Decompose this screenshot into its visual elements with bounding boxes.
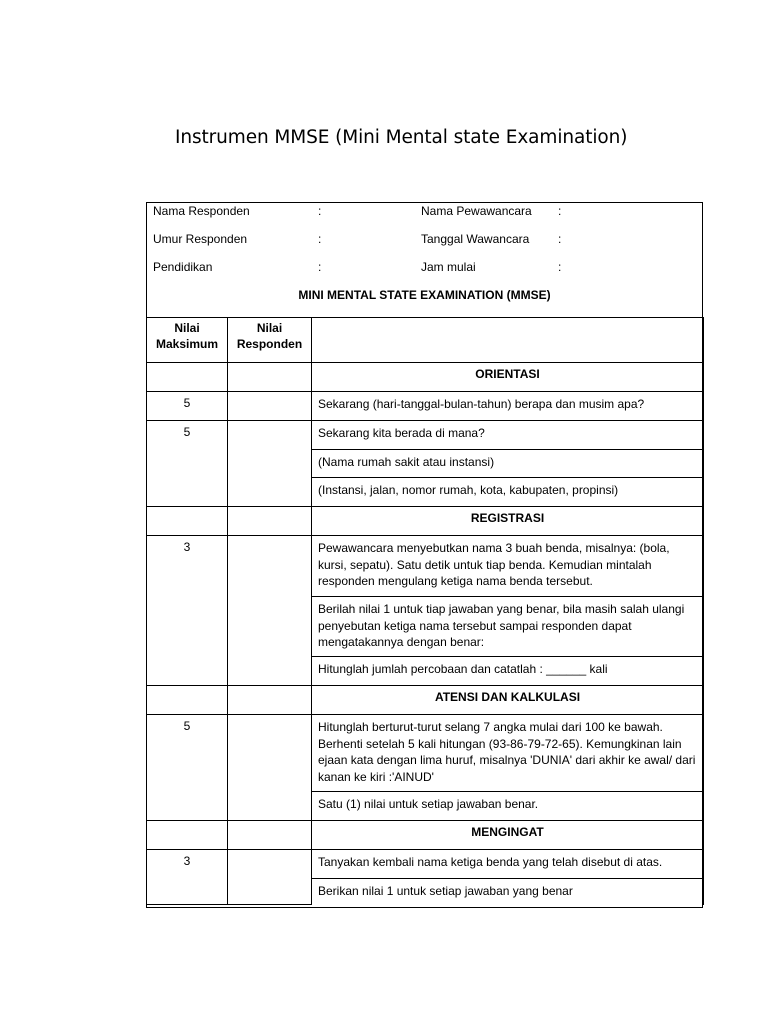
table-row — [147, 392, 704, 421]
info-row-education — [147, 260, 702, 280]
empty-cell — [147, 507, 228, 536]
header-max-score — [147, 318, 228, 363]
question-text: (Instansi, jalan, nomor rumah, kota, kabupaten, propinsi) — [312, 478, 704, 507]
label-umur-responden: Umur Responden — [153, 232, 248, 246]
document-title: Instrumen MMSE (Mini Mental state Examination) — [175, 127, 628, 148]
colon: : — [558, 260, 562, 274]
colon: : — [318, 260, 322, 274]
empty-cell — [147, 821, 228, 850]
empty-cell — [228, 686, 312, 715]
label-tanggal-wawancara: Tanggal Wawancara — [421, 232, 530, 246]
question-text: Satu (1) nilai untuk setiap jawaban benar. — [312, 792, 704, 821]
section-orientasi: ORIENTASI — [312, 363, 704, 392]
info-row-respondent-age — [147, 232, 702, 252]
max-score: 3 — [147, 536, 228, 686]
label-jam-mulai: Jam mulai — [421, 260, 476, 274]
respondent-score-cell[interactable] — [228, 421, 312, 507]
colon: : — [558, 232, 562, 246]
main-heading: MINI MENTAL STATE EXAMINATION (MMSE) — [298, 288, 551, 302]
mmse-table — [146, 317, 704, 905]
max-score: 5 — [147, 421, 228, 507]
section-mengingat: MENGINGAT — [312, 821, 704, 850]
question-text: Berikan nilai 1 untuk setiap jawaban yang benar — [312, 879, 704, 905]
table-row — [147, 536, 704, 597]
question-text: Tanyakan kembali nama ketiga benda yang telah disebut di atas. — [312, 850, 704, 879]
question-text: Pewawancara menyebutkan nama 3 buah benda, misalnya: (bola, kursi, sepatu). Satu detik untuk tiap benda. Kemudian mintalah responden mengulang ketiga nama benda tersebut. — [312, 536, 704, 597]
colon: : — [558, 204, 562, 218]
respondent-score-cell[interactable] — [228, 392, 312, 421]
question-text: Sekarang (hari-tanggal-bulan-tahun) berapa dan musim apa? — [312, 392, 704, 421]
empty-cell — [228, 821, 312, 850]
question-text: (Nama rumah sakit atau instansi) — [312, 450, 704, 478]
section-row-orientasi — [147, 363, 704, 392]
header-resp-line1: Nilai — [256, 321, 283, 335]
header-question — [312, 318, 704, 363]
max-score: 5 — [147, 715, 228, 821]
table-row — [147, 421, 704, 450]
question-text: Sekarang kita berada di mana? — [312, 421, 704, 450]
respondent-score-cell[interactable] — [228, 850, 312, 905]
empty-cell — [147, 363, 228, 392]
respondent-score-cell[interactable] — [228, 715, 312, 821]
max-score: 3 — [147, 850, 228, 905]
colon: : — [318, 204, 322, 218]
section-row-registrasi — [147, 507, 704, 536]
header-resp-line2: Responden — [236, 337, 303, 351]
max-score: 5 — [147, 392, 228, 421]
mmse-form — [146, 202, 703, 908]
question-text: Hitunglah jumlah percobaan dan catatlah : ______ kali — [312, 657, 704, 686]
section-row-atensi — [147, 686, 704, 715]
label-nama-pewawancara: Nama Pewawancara — [421, 204, 532, 218]
section-registrasi: REGISTRASI — [312, 507, 704, 536]
question-text: Hitunglah berturut-turut selang 7 angka mulai dari 100 ke bawah. Berhenti setelah 5 kali hitungan (93-86-79-72-65). Kemungkinan lain ejaan kata dengan lima huruf, misalnya 'DUNIA' dari akhir ke awal/ dari kanan ke kiri :'AINUD' — [312, 715, 704, 792]
section-atensi-kalkulasi: ATENSI DAN KALKULASI — [312, 686, 704, 715]
header-max-line2: Maksimum — [155, 337, 219, 351]
table-row — [147, 850, 704, 879]
question-text: Berilah nilai 1 untuk tiap jawaban yang benar, bila masih salah ulangi penyebutan ketiga nama tersebut sampai responden dapat mengatakannya dengan benar: — [312, 597, 704, 657]
header-max-line1: Nilai — [174, 321, 200, 335]
table-row — [147, 715, 704, 792]
table-header-row — [147, 318, 704, 363]
label-nama-responden: Nama Responden — [153, 204, 250, 218]
info-row-respondent-name — [147, 204, 702, 224]
respondent-score-cell[interactable] — [228, 536, 312, 686]
label-pendidikan: Pendidikan — [153, 260, 213, 274]
empty-cell — [228, 363, 312, 392]
empty-cell — [228, 507, 312, 536]
section-row-mengingat — [147, 821, 704, 850]
header-respondent-score — [228, 318, 312, 363]
colon: : — [318, 232, 322, 246]
empty-cell — [147, 686, 228, 715]
